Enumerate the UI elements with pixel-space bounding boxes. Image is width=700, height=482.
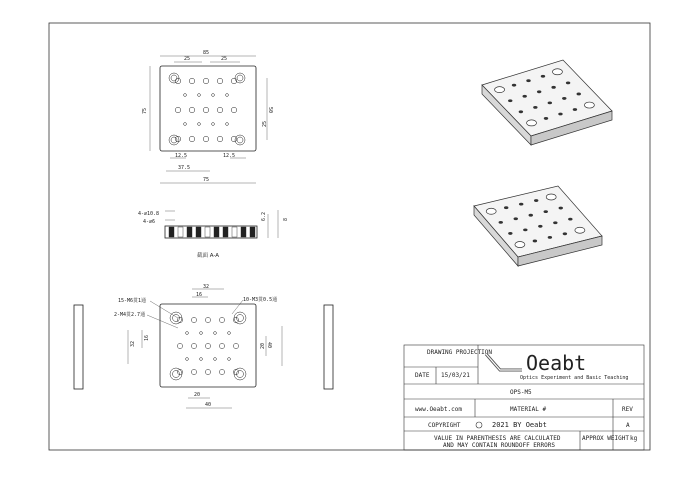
cbore-hole xyxy=(234,312,246,324)
dim-bottom-left: 12.5 xyxy=(175,153,188,159)
iso-hole xyxy=(514,217,518,220)
m3-hole xyxy=(184,123,187,126)
dim-bv-left16: 16 xyxy=(144,334,150,341)
section-hatch xyxy=(214,227,219,237)
copyright-label: COPYRIGHT xyxy=(428,422,461,429)
m6-hole xyxy=(217,136,223,142)
iso-hole xyxy=(526,79,530,82)
callout-m4: 2-M4贯2.7通 xyxy=(114,312,146,318)
dim-bottom-mid: 37.5 xyxy=(178,165,191,171)
website: www.Oeabt.com xyxy=(415,406,462,413)
m6-hole xyxy=(189,136,195,142)
cbore-hole xyxy=(170,312,182,324)
dim-bottom-right: 12.5 xyxy=(223,153,236,159)
iso-hole xyxy=(512,84,516,87)
m3-hole xyxy=(228,332,231,335)
iso-hole xyxy=(533,106,537,109)
iso-hole xyxy=(504,206,508,209)
note-line-1: VALUE IN PARENTHESIS ARE CALCULATED xyxy=(434,435,561,442)
callout-m6: 15-M6贯1通 xyxy=(118,298,147,304)
dim-bv-top16: 16 xyxy=(196,292,203,298)
iso-hole xyxy=(566,81,570,84)
thru-hole xyxy=(171,137,177,143)
dim-height: 75 xyxy=(142,107,148,114)
rev-label: REV xyxy=(622,406,633,413)
logo-icon xyxy=(486,354,522,370)
section-hatch xyxy=(250,227,255,237)
iso-hole xyxy=(575,227,585,233)
m6-hole xyxy=(191,343,196,348)
iso-hole xyxy=(568,218,572,221)
m3-hole xyxy=(198,123,201,126)
iso-hole xyxy=(499,221,503,224)
iso-hole xyxy=(558,113,562,116)
m6-hole xyxy=(191,369,196,374)
section-h2: 8 xyxy=(283,217,289,221)
m3-hole xyxy=(198,94,201,97)
weight-unit: kg xyxy=(630,435,638,442)
logo-subtitle: Optics Experiment and Basic Teaching xyxy=(520,375,629,381)
dim-bv-bottom20: 20 xyxy=(194,392,201,398)
dim-bv-top32: 32 xyxy=(203,284,210,290)
m6-hole xyxy=(177,343,182,348)
date-label: DATE xyxy=(415,372,430,379)
m6-hole xyxy=(205,317,210,322)
cbore-hole xyxy=(170,368,182,380)
iso-hole xyxy=(519,110,523,113)
dim-bv-right40: 40 xyxy=(266,342,272,349)
iso-hole xyxy=(544,210,548,213)
material-label: MATERIAL # xyxy=(510,406,547,413)
iso-hole xyxy=(537,90,541,93)
dim-bv-left32: 32 xyxy=(130,340,136,347)
section-hatch xyxy=(205,227,210,237)
m6-hole xyxy=(203,107,209,113)
iso-hole xyxy=(495,87,505,93)
iso-hole xyxy=(519,203,523,206)
section-hatch xyxy=(232,227,237,237)
cbore-hole xyxy=(234,368,246,380)
iso-hole xyxy=(559,207,563,210)
iso-hole xyxy=(522,95,526,98)
section-thru: 4-∅6 xyxy=(143,219,156,225)
m3-hole xyxy=(200,332,203,335)
section-hatch xyxy=(187,227,192,237)
thru-hole xyxy=(237,75,243,81)
section-label: 截面 A-A xyxy=(197,253,220,259)
section-hatch xyxy=(196,227,201,237)
m3-hole xyxy=(186,358,189,361)
callout-m3: 10-M3贯0.5通 xyxy=(243,297,278,303)
m3-hole xyxy=(184,94,187,97)
dim-right-small: 25 xyxy=(262,120,268,127)
m3-hole xyxy=(214,358,217,361)
m3-hole xyxy=(228,358,231,361)
iso-hole xyxy=(486,208,496,214)
iso-hole xyxy=(573,108,577,111)
m6-hole xyxy=(217,107,223,113)
m6-hole xyxy=(175,107,181,113)
iso-hole xyxy=(508,232,512,235)
iso-hole xyxy=(508,99,512,102)
m3-hole xyxy=(214,332,217,335)
m6-hole xyxy=(231,107,237,113)
iso-hole xyxy=(562,97,566,100)
m6-hole xyxy=(219,369,224,374)
side-view-right xyxy=(324,305,333,389)
iso-hole xyxy=(538,225,542,228)
dim-bv-right20: 20 xyxy=(260,342,266,349)
thru-hole xyxy=(171,75,177,81)
iso-hole xyxy=(515,242,525,248)
copyright-text: 2021 BY Oeabt xyxy=(492,421,547,429)
top-view xyxy=(142,50,273,183)
iso-hole xyxy=(553,221,557,224)
m3-hole xyxy=(212,123,215,126)
m3-hole xyxy=(212,94,215,97)
m3-hole xyxy=(226,94,229,97)
section-hatch xyxy=(169,227,174,237)
dim-overall-width: 85 xyxy=(203,50,210,56)
iso-hole xyxy=(584,102,594,108)
iso-hole xyxy=(529,214,533,217)
iso-hole xyxy=(534,199,538,202)
bottom-view xyxy=(114,284,282,408)
dim-top-left: 25 xyxy=(184,56,191,62)
m6-hole xyxy=(219,343,224,348)
dim-bottom-total: 75 xyxy=(203,177,210,183)
cbore-hole xyxy=(235,73,245,83)
iso-hole xyxy=(527,120,537,126)
section-hatch xyxy=(178,227,183,237)
m3-hole xyxy=(200,358,203,361)
section-cbore: 4-∅10.8 xyxy=(138,211,160,217)
iso-hole xyxy=(551,86,555,89)
iso-hole xyxy=(533,240,537,243)
iso-hole xyxy=(577,93,581,96)
m6-hole xyxy=(203,136,209,142)
m6-hole xyxy=(205,369,210,374)
thru-hole xyxy=(237,137,243,143)
m3-hole xyxy=(186,332,189,335)
iso-hole xyxy=(563,232,567,235)
part-name: OPS-M5 xyxy=(510,389,532,396)
iso-hole xyxy=(523,228,527,231)
cbore-hole xyxy=(169,135,179,145)
isometric-top xyxy=(482,60,612,145)
dim-top-right: 25 xyxy=(221,56,228,62)
m6-hole xyxy=(191,317,196,322)
rev-value: A xyxy=(626,422,630,429)
date-value: 15/03/21 xyxy=(441,372,470,379)
iso-hole xyxy=(552,69,562,75)
side-view-left xyxy=(74,305,83,389)
iso-hole xyxy=(546,194,556,200)
section-hatch xyxy=(223,227,228,237)
m3-hole xyxy=(226,123,229,126)
projection-label: DRAWING PROJECTION xyxy=(427,349,493,356)
iso-hole xyxy=(548,236,552,239)
iso-hole xyxy=(548,101,552,104)
section-view xyxy=(138,210,289,259)
m6-hole xyxy=(203,78,209,84)
m6-hole xyxy=(217,78,223,84)
note-line-2: AND MAY CONTAIN ROUNDOFF ERRORS xyxy=(443,442,555,449)
isometric-bottom xyxy=(474,186,602,266)
section-hatch xyxy=(241,227,246,237)
m6-hole xyxy=(189,78,195,84)
m6-hole xyxy=(231,136,237,142)
approx-weight-label: APPROX WEIGHT xyxy=(582,435,629,442)
logo-text: Oeabt xyxy=(526,351,587,375)
m6-hole xyxy=(189,107,195,113)
dim-right-span: 50 xyxy=(267,107,273,114)
iso-hole xyxy=(541,75,545,78)
copyright-icon xyxy=(476,422,482,428)
m6-hole xyxy=(205,343,210,348)
m6-hole xyxy=(219,317,224,322)
dim-bv-bottom40: 40 xyxy=(205,402,212,408)
iso-hole xyxy=(544,117,548,120)
section-h1: 6.2 xyxy=(261,211,267,221)
m6-hole xyxy=(233,343,238,348)
